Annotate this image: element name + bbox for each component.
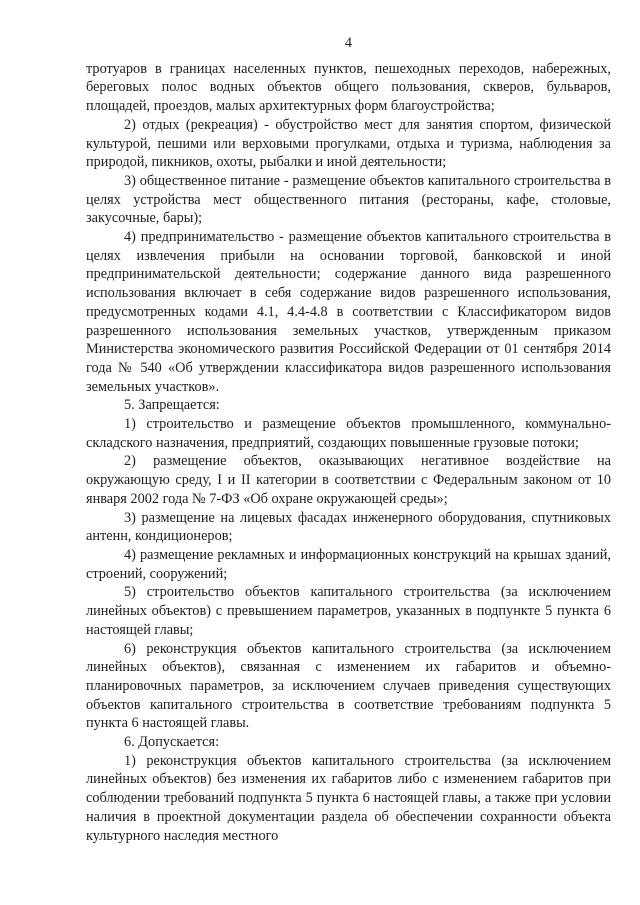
- document-body: [86, 60, 611, 846]
- paragraph: 5) строительство объектов капитального строительства (за исключением линейных объектов) с превышением параметров, указанных в подпункте 5 пункта 6 настоящей главы;: [86, 584, 611, 638]
- section-heading: 6. Допускается:: [124, 734, 220, 751]
- paragraph: 2) размещение объектов, оказывающих негативное воздействие на окружающую среду, I и II категории в соответствии с Федеральным законом от 10 января 2002 года № 7-ФЗ «Об охране окружающей среды»;: [86, 453, 611, 507]
- paragraph: 1) реконструкция объектов капитального строительства (за исключением линейных объектов) без изменения их габаритов либо с изменением габаритов при соблюдении требований подпункта 5 пункта 6 настоящей главы, а также при условии наличия в проектной документации раздела об обеспечении сохранности объекта культурного наследия местного: [86, 752, 611, 844]
- paragraph: 1) строительство и размещение объектов промышленного, коммунально-складского назначения, предприятий, создающих повышенные грузовые потоки;: [86, 416, 611, 451]
- section-heading: 5. Запрещается:: [124, 397, 220, 414]
- paragraph: 4) размещение рекламных и информационных конструкций на крышах зданий, строений, сооружений;: [86, 546, 611, 582]
- paragraph: 4) предпринимательство - размещение объектов капитального строительства в целях извлечения прибыли на основании торговой, банковской и иной предпринимательской деятельности; содержание данного вида разрешенного использования включает в себя содержание видов разрешенного использования, предусмотренных кодами 4.1, 4.4-4.8 в соответствии с Классификатором видов разрешенного использования земельных участков, утвержденным приказом Министерства экономического развития Российской Федерации от 01 сентября 2014 года № 540 «Об утверждении классификатора видов разрешенного использования земельных участков».: [86, 229, 611, 395]
- paragraph: 6) реконструкция объектов капитального строительства (за исключением линейных объектов), связанная с изменением их габаритов и объемно-планировочных параметров, за исключением случаев приведения существующих объектов капитального строительства в соответствие требованиям подпункта 5 пункта 6 настоящей главы.: [86, 640, 611, 732]
- page-number: 4: [344, 35, 353, 51]
- paragraph: 3) размещение на лицевых фасадах инженерного оборудования, спутниковых антенн, кондиционеров;: [86, 509, 611, 545]
- paragraph: тротуаров в границах населенных пунктов, пешеходных переходов, набережных, береговых полос водных объектов общего пользования, скверов, бульваров, площадей, проездов, малых архитектурных форм благоустройства;: [86, 60, 611, 115]
- paragraph: 3) общественное питание - размещение объектов капитального строительства в целях устройства мест общественного питания (рестораны, кафе, столовые, закусочные, бары);: [86, 172, 611, 227]
- paragraph: 2) отдых (рекреация) - обустройство мест для занятия спортом, физической культурой, пешими или верховыми прогулками, отдыха и туризма, наблюдения за природой, пикников, охоты, рыбалки и иной деятельности;: [86, 116, 611, 171]
